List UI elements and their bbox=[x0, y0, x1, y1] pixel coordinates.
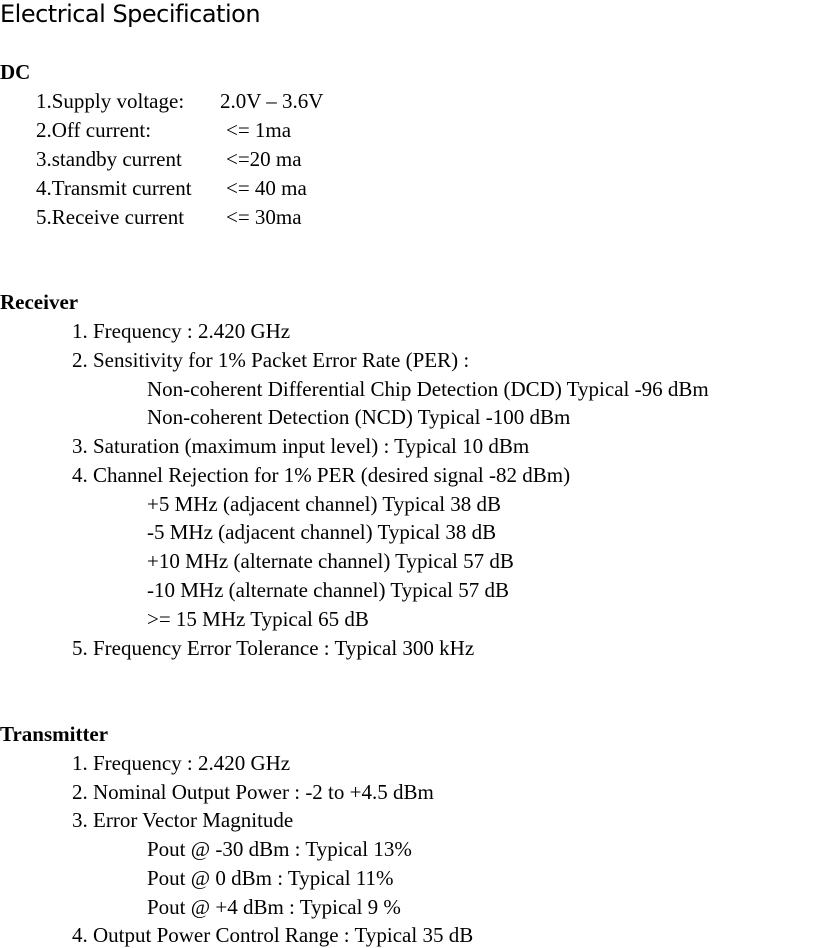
dc-item-value: <= 30ma bbox=[226, 205, 302, 229]
dc-item-value: <= 1ma bbox=[226, 118, 292, 142]
receiver-item: 1. Frequency : 2.420 GHz bbox=[72, 319, 291, 343]
dc-item-value: <= 40 ma bbox=[226, 176, 307, 200]
page-title: Electrical Specification bbox=[0, 0, 261, 28]
transmitter-item: 3. Error Vector Magnitude bbox=[72, 808, 294, 832]
transmitter-subitem: Pout @ -30 dBm : Typical 13% bbox=[147, 837, 412, 861]
dc-item-label: 4.Transmit current bbox=[36, 176, 192, 200]
transmitter-heading: Transmitter bbox=[0, 722, 109, 746]
transmitter-item: 1. Frequency : 2.420 GHz bbox=[72, 751, 291, 775]
dc-item-label: 3.standby current bbox=[36, 147, 182, 171]
receiver-subitem: -10 MHz (alternate channel) Typical 57 dB bbox=[147, 578, 510, 602]
receiver-subitem: +5 MHz (adjacent channel) Typical 38 dB bbox=[147, 492, 502, 516]
receiver-subitem: +10 MHz (alternate channel) Typical 57 dB bbox=[147, 549, 514, 573]
receiver-subitem: >= 15 MHz Typical 65 dB bbox=[147, 607, 369, 631]
receiver-subitem: Non-coherent Differential Chip Detection (DCD) Typical -96 dBm bbox=[147, 377, 709, 401]
transmitter-item: 4. Output Power Control Range : Typical 35 dB bbox=[72, 923, 474, 947]
receiver-subitem: Non-coherent Detection (NCD) Typical -100 dBm bbox=[147, 405, 571, 429]
receiver-item: 2. Sensitivity for 1% Packet Error Rate (PER) : bbox=[72, 348, 470, 372]
receiver-item: 3. Saturation (maximum input level) : Typical 10 dBm bbox=[72, 434, 530, 458]
dc-heading: DC bbox=[0, 60, 31, 84]
receiver-subitem: -5 MHz (adjacent channel) Typical 38 dB bbox=[147, 520, 497, 544]
transmitter-item: 2. Nominal Output Power : -2 to +4.5 dBm bbox=[72, 780, 434, 804]
dc-item-label: 5.Receive current bbox=[36, 205, 185, 229]
receiver-heading: Receiver bbox=[0, 290, 79, 314]
transmitter-subitem: Pout @ 0 dBm : Typical 11% bbox=[147, 866, 394, 890]
dc-item-value: <=20 ma bbox=[226, 147, 302, 171]
receiver-item: 5. Frequency Error Tolerance : Typical 300 kHz bbox=[72, 636, 475, 660]
transmitter-subitem: Pout @ +4 dBm : Typical 9 % bbox=[147, 895, 401, 919]
dc-item-value: 2.0V – 3.6V bbox=[220, 89, 324, 113]
receiver-item: 4. Channel Rejection for 1% PER (desired signal -82 dBm) bbox=[72, 463, 571, 487]
dc-item-label: 1.Supply voltage: bbox=[36, 89, 185, 113]
dc-item-label: 2.Off current: bbox=[36, 118, 152, 142]
